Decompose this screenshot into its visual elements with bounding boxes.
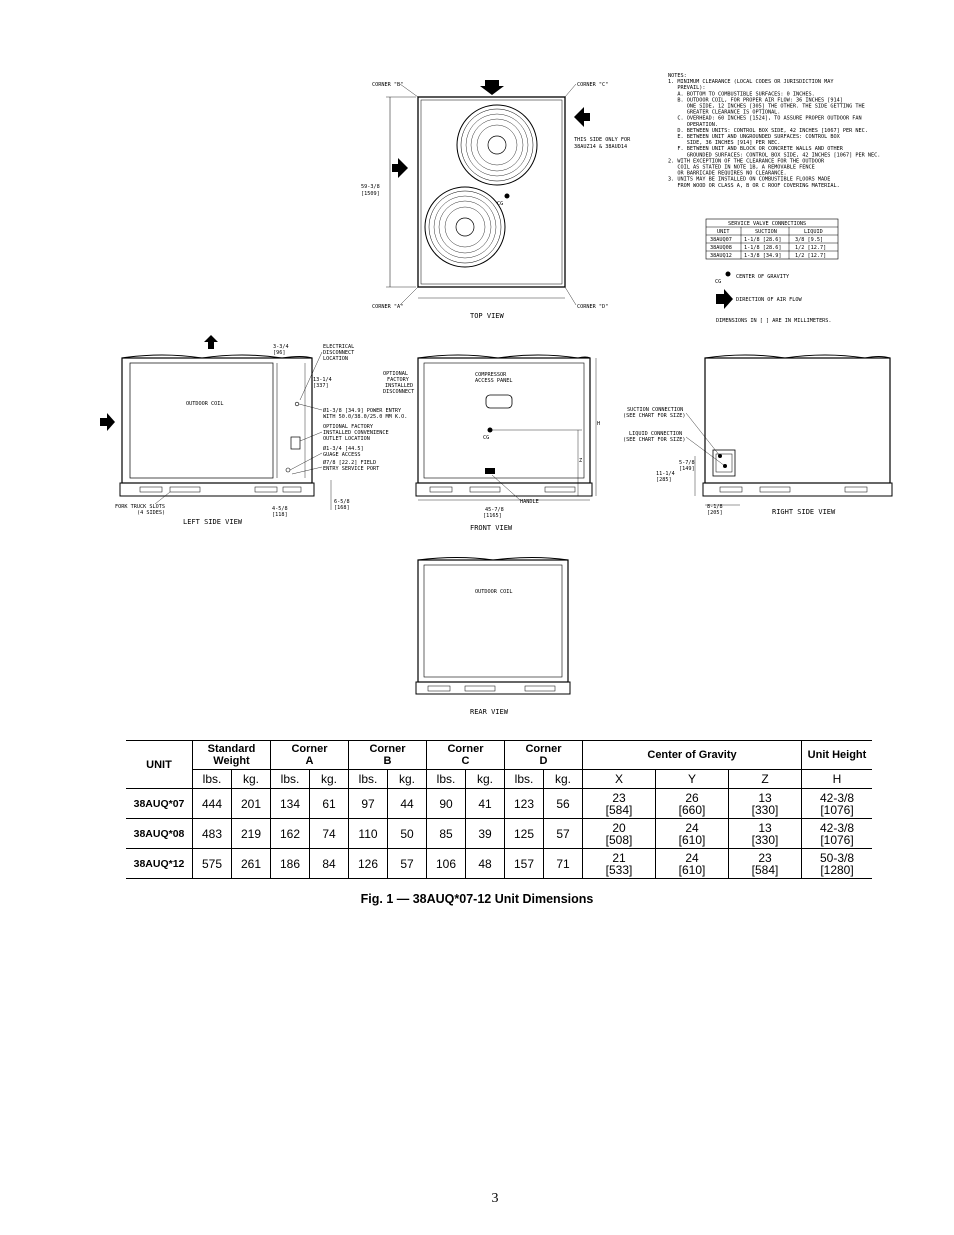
note-line: NOTES: — [668, 73, 687, 79]
cog-z-mm: [584] — [751, 862, 779, 877]
svc-r3-unit: 38AUQ12 — [710, 253, 732, 259]
note-line: A. BOTTOM TO COMBUSTIBLE SURFACES: 0 INCHES. — [668, 91, 815, 98]
left-label-outlet-2: INSTALLED CONVENIENCE — [323, 430, 389, 436]
left-dim3-a: 4-5/8 — [272, 506, 288, 512]
cog-y-in: 26 — [685, 790, 699, 805]
right-suction-2: (SEE CHART FOR SIZE) — [623, 413, 686, 419]
top-view-label: TOP VIEW — [470, 312, 504, 320]
cog-x-mm: [584] — [605, 802, 633, 817]
svc-r3-suction: 1-3/8 [34.9] — [744, 253, 782, 259]
top-dim-2: [1509] — [361, 191, 380, 197]
left-label-field-2: ENTRY SERVICE PORT — [323, 466, 380, 472]
left-label-field-1: Ø7/8 [22.2] FIELD — [323, 460, 377, 466]
sub-h: H — [802, 770, 873, 789]
header-std-weight-line1: Standard — [207, 743, 256, 755]
c-kg: 48 — [466, 849, 505, 879]
front-z: Z — [579, 458, 583, 464]
sub-b-lbs: lbs. — [349, 770, 388, 789]
cog-y-in: 24 — [685, 820, 699, 835]
rear-coil-label: OUTDOOR COIL — [475, 589, 513, 595]
note-line: C. OVERHEAD: 60 INCHES [1524], TO ASSURE PROPER OUTDOOR FAN — [668, 115, 862, 122]
cog-x-mm: [533] — [605, 862, 633, 877]
front-width-1: 45-7/8 — [485, 507, 504, 513]
note-line: PREVAIL): — [668, 85, 706, 92]
svc-r1-liquid: 3/8 [9.5] — [795, 237, 824, 243]
note-line: GREATER CLEARANCE IS OPTIONAL. — [668, 109, 781, 116]
height-in: 42-3/8 — [819, 790, 855, 805]
left-coil-label: OUTDOOR COIL — [186, 401, 224, 407]
cog-z-in: 23 — [758, 850, 772, 865]
header-corner-a-line2: A — [305, 755, 314, 767]
airflow-arrow-icon — [716, 289, 733, 309]
front-width-2: [1165] — [483, 513, 502, 519]
cog-x — [583, 819, 656, 849]
header-corner-a-line1: Corner — [291, 743, 328, 755]
c-lbs: 90 — [427, 789, 466, 819]
cg-symbol-icon — [726, 272, 731, 277]
d-kg: 71 — [544, 849, 583, 879]
note-line: E. BETWEEN UNIT AND UNGROUNDED SURFACES: CONTROL BOX — [668, 134, 840, 140]
unit-height — [802, 789, 873, 819]
header-corner-b — [349, 741, 427, 770]
cog-z — [729, 849, 802, 879]
rear-view — [416, 558, 570, 717]
legend-cg-mark: CG — [715, 279, 722, 285]
svc-r1-suction: 1-1/8 [28.6] — [744, 237, 782, 243]
cog-y — [656, 849, 729, 879]
std-kg: 261 — [232, 849, 271, 879]
a-kg: 61 — [310, 789, 349, 819]
sub-c-lbs: lbs. — [427, 770, 466, 789]
left-label-outlet-1: OPTIONAL FACTORY — [323, 424, 373, 430]
right-dim1-b: [149] — [679, 466, 695, 472]
cog-z-in: 13 — [758, 790, 772, 805]
b-lbs: 126 — [349, 849, 388, 879]
note-line: D. BETWEEN UNITS: CONTROL BOX SIDE, 42 INCHES [1067] PER NEC. — [668, 127, 868, 134]
front-access-1: COMPRESSOR — [475, 372, 507, 378]
legend-dims: DIMENSIONS IN [ ] ARE IN MILLIMETERS. — [716, 318, 832, 324]
cog-z-mm: [330] — [751, 832, 779, 847]
sub-z: Z — [729, 770, 802, 789]
cog-y-in: 24 — [685, 850, 699, 865]
d-kg: 57 — [544, 819, 583, 849]
left-label-outlet-3: OUTLET LOCATION — [323, 436, 370, 442]
note-line: FROM WOOD OR CLASS A, B OR C ROOF COVERING MATERIAL. — [668, 182, 840, 189]
left-label-electrical-1: ELECTRICAL — [323, 344, 355, 350]
cog-x-in: 23 — [612, 790, 626, 805]
header-std-weight — [193, 741, 271, 770]
svc-r1-unit: 38AUQ07 — [710, 237, 732, 243]
cog-z — [729, 789, 802, 819]
right-dim3-b: [205] — [707, 510, 723, 516]
left-dim1-b: [96] — [273, 350, 286, 356]
front-opt-2: FACTORY — [387, 377, 409, 383]
header-corner-c — [427, 741, 505, 770]
front-access-2: ACCESS PANEL — [475, 378, 513, 384]
drawing-legend — [715, 272, 832, 325]
sub-x: X — [583, 770, 656, 789]
height-in: 50-3/8 — [819, 850, 855, 865]
note-line: 3. UNITS MAY BE INSTALLED ON COMBUSTIBLE FLOORS MADE — [668, 176, 831, 183]
service-valve-table — [706, 219, 838, 259]
left-view-label: LEFT SIDE VIEW — [183, 518, 243, 526]
legend-cg: CENTER OF GRAVITY — [736, 274, 790, 280]
right-side-view — [623, 355, 892, 516]
header-corner-b-line1: Corner — [369, 743, 406, 755]
svc-title: SERVICE VALVE CONNECTIONS — [728, 221, 807, 227]
fork-slot-1: FORK TRUCK SLOTS — [115, 504, 165, 510]
b-lbs: 110 — [349, 819, 388, 849]
corner-c-label: CORNER "C" — [577, 82, 609, 88]
svc-r2-unit: 38AUQ08 — [710, 245, 732, 251]
a-kg: 74 — [310, 819, 349, 849]
header-corner-d-line2: D — [539, 755, 548, 767]
figure-caption: Fig. 1 — 38AUQ*07-12 Unit Dimensions — [360, 892, 594, 906]
note-line: GROUNDED SURFACES: CONTROL BOX SIDE, 42 INCHES [1067] PER NEC. — [668, 152, 881, 159]
std-kg: 201 — [232, 789, 271, 819]
cog-x-in: 21 — [612, 850, 626, 865]
cog-x — [583, 789, 656, 819]
c-lbs: 106 — [427, 849, 466, 879]
fan-upper — [457, 105, 537, 185]
header-std-weight-line2: Weight — [213, 755, 250, 767]
left-dim3-b: [118] — [272, 512, 288, 518]
header-corner-d — [505, 741, 583, 770]
svc-h-suction: SUCTION — [755, 229, 777, 235]
unit-height — [802, 819, 873, 849]
svc-r3-liquid: 1/2 [12.7] — [795, 253, 827, 259]
fan-lower — [425, 187, 505, 267]
sub-y: Y — [656, 770, 729, 789]
std-lbs: 483 — [193, 819, 232, 849]
top-dim-1: 59-3/8 — [361, 184, 380, 190]
note-line: SIDE, 36 INCHES [914] PER NEC. — [668, 140, 781, 147]
left-label-electrical-2: DISCONNECT — [323, 350, 355, 356]
c-kg: 39 — [466, 819, 505, 849]
left-airflow-up-icon — [204, 335, 218, 349]
corner-b-label: CORNER "B" — [372, 82, 404, 88]
cog-y — [656, 789, 729, 819]
top-cg-mark: CG — [497, 201, 504, 207]
cog-x — [583, 849, 656, 879]
front-opt-1: OPTIONAL — [383, 371, 408, 377]
cog-y-mm: [610] — [678, 862, 706, 877]
b-kg: 57 — [388, 849, 427, 879]
sub-d-lbs: lbs. — [505, 770, 544, 789]
left-dim2-b: [337] — [313, 383, 329, 389]
legend-airflow: DIRECTION OF AIR FLOW — [736, 297, 802, 303]
d-lbs: 157 — [505, 849, 544, 879]
top-side-note-1: THIS SIDE ONLY FOR — [574, 137, 631, 143]
c-kg: 41 — [466, 789, 505, 819]
right-liquid-1: LIQUID CONNECTION — [629, 431, 683, 437]
std-lbs: 575 — [193, 849, 232, 879]
sub-std-kg: kg. — [232, 770, 271, 789]
height-mm: [1076] — [820, 832, 854, 847]
table-row — [126, 849, 872, 879]
fork-slot-2: (4 SIDES) — [137, 510, 166, 516]
left-label-power-1: Ø1-3/8 [34.9] POWER ENTRY — [323, 408, 402, 414]
svc-h-unit: UNIT — [717, 229, 730, 235]
note-line: ONE SIDE, 12 INCHES [305] THE OTHER. THE SIDE GETTING THE — [668, 103, 865, 110]
note-line: F. BETWEEN UNIT AND BLOCK OR CONCRETE WALLS AND OTHER — [668, 146, 843, 153]
d-kg: 56 — [544, 789, 583, 819]
header-corner-a — [271, 741, 349, 770]
row-unit: 38AUQ*12 — [126, 849, 193, 879]
height-in: 42-3/8 — [819, 820, 855, 835]
rear-view-label: REAR VIEW — [470, 708, 508, 716]
front-h: H — [597, 421, 601, 427]
cog-y — [656, 819, 729, 849]
right-dim3-a: 8-1/8 — [707, 504, 723, 510]
sub-std-lbs: lbs. — [193, 770, 232, 789]
top-view — [361, 80, 631, 320]
right-suction-1: SUCTION CONNECTION — [627, 407, 684, 413]
note-line: 2. WITH EXCEPTION OF THE CLEARANCE FOR THE OUTDOOR — [668, 158, 825, 165]
left-side-view — [100, 335, 407, 526]
left-dim1-a: 3-3/4 — [273, 344, 289, 350]
cog-y-mm: [610] — [678, 832, 706, 847]
header-corner-c-line1: Corner — [447, 743, 484, 755]
left-label-gauge-1: Ø1-3/4 [44.5] — [323, 446, 364, 452]
row-unit: 38AUQ*07 — [126, 789, 193, 819]
right-view-label: RIGHT SIDE VIEW — [772, 508, 836, 516]
header-corner-d-line1: Corner — [525, 743, 562, 755]
sub-a-lbs: lbs. — [271, 770, 310, 789]
d-lbs: 123 — [505, 789, 544, 819]
b-lbs: 97 — [349, 789, 388, 819]
cog-z-in: 13 — [758, 820, 772, 835]
header-center-of-gravity: Center of Gravity — [583, 741, 802, 770]
header-unit-height: Unit Height — [802, 741, 873, 770]
b-kg: 50 — [388, 819, 427, 849]
front-handle: HANDLE — [520, 499, 539, 505]
right-dim2-b: [285] — [656, 477, 672, 483]
note-line: COIL AS STATED IN NOTE 1B, A REMOVABLE FENCE — [668, 164, 815, 171]
cog-z-mm: [330] — [751, 802, 779, 817]
cog-z — [729, 819, 802, 849]
left-dim4-a: 6-5/8 — [334, 499, 350, 505]
unit-dimensions-table — [126, 740, 872, 879]
front-view-label: FRONT VIEW — [470, 524, 513, 532]
a-lbs: 186 — [271, 849, 310, 879]
svc-r2-liquid: 1/2 [12.7] — [795, 245, 827, 251]
note-line: 1. MINIMUM CLEARANCE (LOCAL CODES OR JURISDICTION MAY — [668, 79, 834, 86]
left-dim2-a: 13-1/4 — [313, 377, 332, 383]
svc-r2-suction: 1-1/8 [28.6] — [744, 245, 782, 251]
right-dim1-a: 5-7/8 — [679, 460, 695, 466]
note-line: B. OUTDOOR COIL, FOR PROPER AIR FLOW: 36 INCHES [914] — [668, 97, 843, 104]
sub-a-kg: kg. — [310, 770, 349, 789]
height-mm: [1076] — [820, 802, 854, 817]
d-lbs: 125 — [505, 819, 544, 849]
note-line: OR BARRICADE REQUIRES NO CLEARANCE. — [668, 170, 787, 177]
b-kg: 44 — [388, 789, 427, 819]
corner-d-label: CORNER "D" — [577, 304, 609, 310]
top-side-note-2: 38AUZ14 & 38AUD14 — [574, 144, 628, 150]
front-opt-4: DISCONNECT — [383, 389, 415, 395]
sub-d-kg: kg. — [544, 770, 583, 789]
right-liquid-2: (SEE CHART FOR SIZE) — [623, 437, 686, 443]
left-label-power-2: WITH 50.0/38.0/25.0 MM K.O. — [323, 414, 408, 420]
unit-height — [802, 849, 873, 879]
left-label-gauge-2: GUAGE ACCESS — [323, 452, 361, 458]
a-lbs: 162 — [271, 819, 310, 849]
header-corner-b-line2: B — [383, 755, 392, 767]
a-lbs: 134 — [271, 789, 310, 819]
table-row — [126, 819, 872, 849]
front-cg-mark: CG — [483, 435, 490, 441]
sub-c-kg: kg. — [466, 770, 505, 789]
table-row — [126, 789, 872, 819]
row-unit: 38AUQ*08 — [126, 819, 193, 849]
height-mm: [1280] — [820, 862, 854, 877]
right-dim2-a: 11-1/4 — [656, 471, 675, 477]
sub-b-kg: kg. — [388, 770, 427, 789]
header-corner-c-line2: C — [461, 755, 470, 767]
cog-x-mm: [508] — [605, 832, 633, 847]
notes-block — [668, 73, 880, 189]
a-kg: 84 — [310, 849, 349, 879]
front-view — [383, 355, 600, 532]
cog-y-mm: [660] — [678, 802, 706, 817]
left-label-electrical-3: LOCATION — [323, 356, 348, 362]
header-unit: UNIT — [126, 741, 193, 789]
front-opt-3: INSTALLED — [385, 383, 414, 389]
c-lbs: 85 — [427, 819, 466, 849]
left-dim4-b: [168] — [334, 505, 350, 511]
corner-a-label: CORNER "A" — [372, 304, 404, 310]
note-line: OPERATION. — [668, 121, 718, 128]
page-number: 3 — [491, 1191, 499, 1206]
left-airflow-right-icon — [100, 413, 115, 431]
cog-x-in: 20 — [612, 820, 626, 835]
std-lbs: 444 — [193, 789, 232, 819]
svc-h-liquid: LIQUID — [804, 229, 823, 235]
std-kg: 219 — [232, 819, 271, 849]
